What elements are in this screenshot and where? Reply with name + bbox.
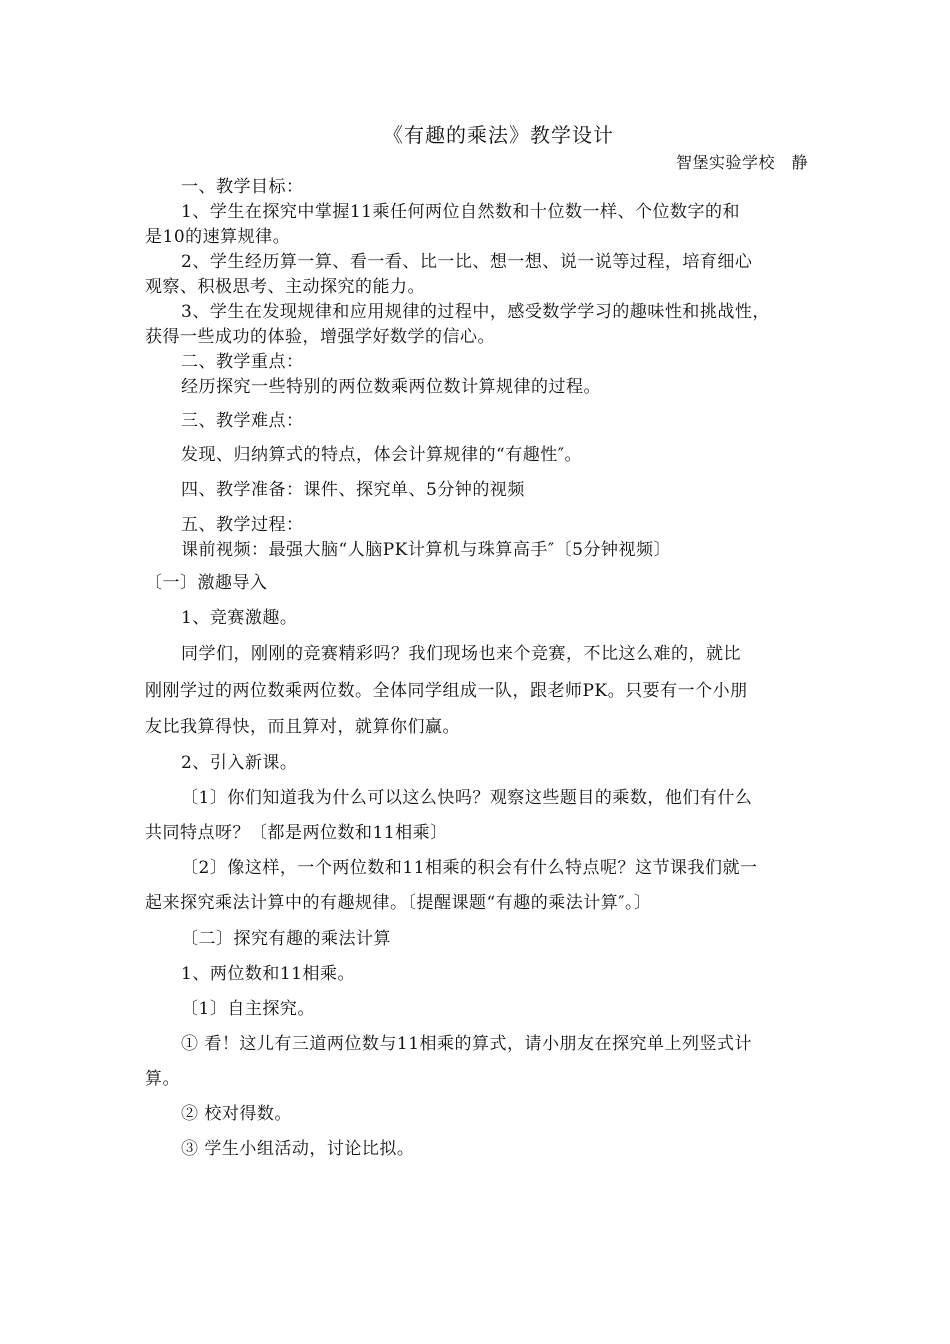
document-title: 《有趣的乘法》教学设计 [383,123,614,147]
paragraph-line: 1、竞赛激趣。 [181,608,298,628]
section-heading-objectives: 一、教学目标： [181,177,304,197]
paragraph-line: 获得一些成功的体验，增强学好数学的信心。 [145,327,495,347]
section-heading-preparation: 四、教学准备：课件、探究单、5分钟的视频 [181,480,525,500]
paragraph-line: 2、引入新课。 [181,753,298,773]
subsection-heading-intro: 〔一〕激趣导入 [145,573,268,593]
section-heading-difficulties: 三、教学难点： [181,411,304,431]
paragraph-line: 〔1〕你们知道我为什么可以这么快吗？观察这些题目的乘数，他们有什么 [181,788,753,808]
paragraph-line: 经历探究一些特别的两位数乘两位数计算规律的过程。 [181,377,601,397]
paragraph-line: 共同特点呀？〔都是两位数和11相乘〕 [145,823,448,843]
paragraph-line: 发现、归纳算式的特点，体会计算规律的“有趣性″。 [181,445,583,465]
document-author: 智堡实验学校 静 [676,153,809,172]
paragraph-line: 观察、积极思考、主动探究的能力。 [145,277,425,297]
paragraph-line: 算。 [145,1069,180,1089]
paragraph-line: 2、学生经历算一算、看一看、比一比、想一想、说一说等过程，培育细心 [181,252,753,272]
subsection-heading-explore: 〔二〕探究有趣的乘法计算 [181,929,391,949]
section-heading-key-points: 二、教学重点： [181,352,304,372]
paragraph-line: 3、学生在发现规律和应用规律的过程中，感受数学学习的趣味性和挑战性， [181,302,770,322]
paragraph-line: 同学们，刚刚的竞赛精彩吗？我们现场也来个竞赛，不比这么难的，就比 [181,644,741,664]
paragraph-line: ② 校对得数。 [181,1104,292,1124]
paragraph-line: 1、学生在探究中掌握11乘任何两位自然数和十位数一样、个位数字的和 [181,202,740,222]
paragraph-line: 是10的速算规律。 [145,227,291,247]
section-heading-process: 五、教学过程： [181,515,304,535]
paragraph-line: 〔2〕像这样，一个两位数和11相乘的积会有什么特点呢？这节课我们就一 [181,858,758,878]
paragraph-line: 友比我算得快，而且算对，就算你们赢。 [145,717,460,737]
paragraph-line: ③ 学生小组活动，讨论比拟。 [181,1139,415,1159]
paragraph-line: 〔1〕自主探究。 [181,999,315,1019]
paragraph-line: 课前视频：最强大脑“人脑PK计算机与珠算高手″〔5分钟视频〕 [181,540,671,560]
paragraph-line: ① 看！这儿有三道两位数与11相乘的算式，请小朋友在探究单上列竖式计 [181,1034,753,1054]
paragraph-line: 刚刚学过的两位数乘两位数。全体同学组成一队，跟老师PK。只要有一个小朋 [145,681,748,701]
paragraph-line: 1、两位数和11相乘。 [181,964,355,984]
paragraph-line: 起来探究乘法计算中的有趣规律。〔提醒课题“有趣的乘法计算″。〕 [145,893,652,913]
